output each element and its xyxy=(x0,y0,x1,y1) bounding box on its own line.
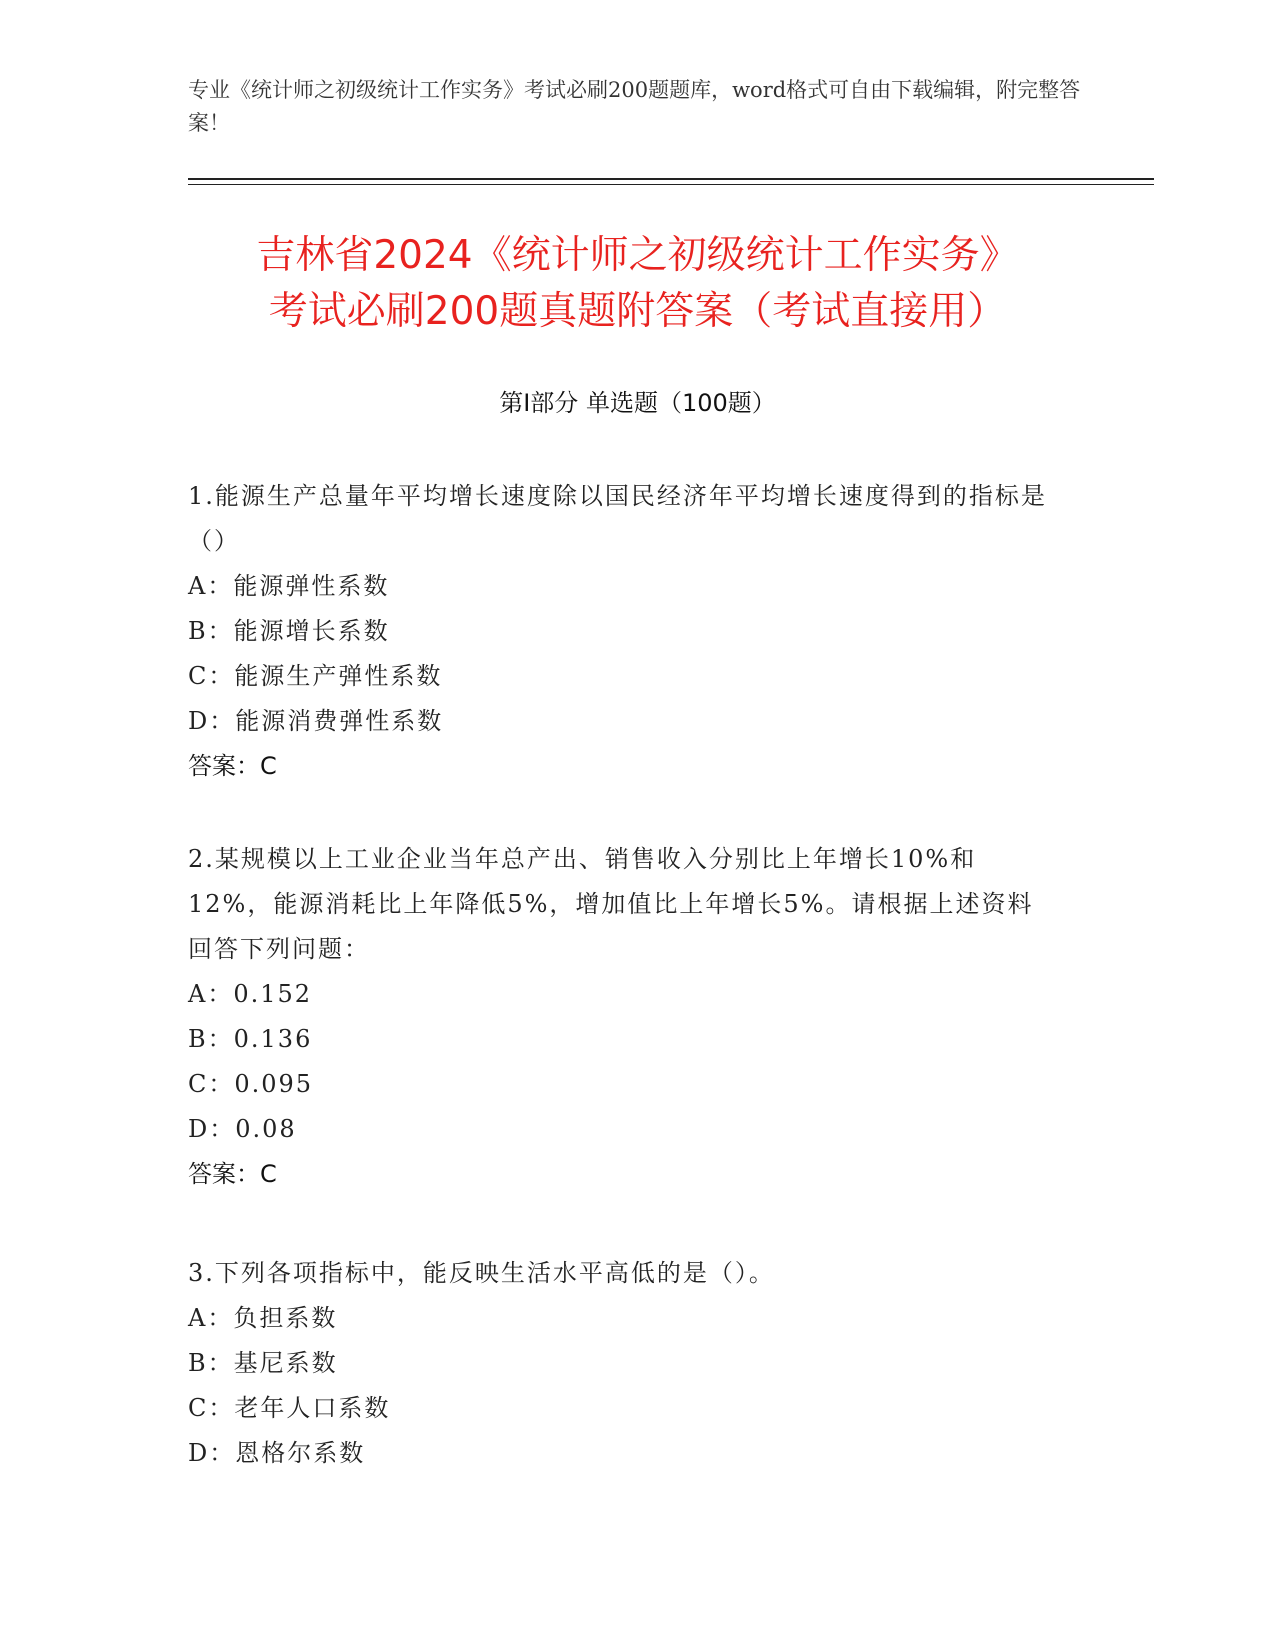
document-title-line-2: 考试必刷200题真题附答案（考试直接用） xyxy=(268,289,1007,334)
header-rule-thin xyxy=(188,184,1154,185)
question-1 xyxy=(188,474,1048,789)
question-3 xyxy=(188,1251,1048,1476)
option-b: B：0.136 xyxy=(188,1025,313,1053)
option-c: C：能源生产弹性系数 xyxy=(188,662,443,690)
option-a: A：0.152 xyxy=(188,980,313,1008)
question-2 xyxy=(188,837,1048,1197)
option-d: D：恩格尔系数 xyxy=(188,1439,366,1467)
question-stem: 3.下列各项指标中，能反映生活水平高低的是（）。 xyxy=(188,1259,775,1287)
option-d: D：0.08 xyxy=(188,1115,297,1143)
answer: 答案：C xyxy=(188,1160,277,1188)
option-a: A：能源弹性系数 xyxy=(188,572,390,600)
header-note: 专业《统计师之初级统计工作实务》考试必刷200题题库，word格式可自由下载编辑，附完整答案！ xyxy=(188,78,1081,135)
option-b: B：能源增长系数 xyxy=(188,617,390,645)
document-title-line-1: 吉林省2024《统计师之初级统计工作实务》 xyxy=(256,233,1019,278)
question-stem: 2.某规模以上工业企业当年总产出、销售收入分别比上年增长10%和12%，能源消耗比上年降低5%，增加值比上年增长5%。请根据上述资料回答下列问题： xyxy=(188,845,1034,963)
option-c: C：0.095 xyxy=(188,1070,314,1098)
question-stem: 1.能源生产总量年平均增长速度除以国民经济年平均增长速度得到的指标是（） xyxy=(188,482,1047,555)
section-title: 第Ⅰ部分 单选题（100题） xyxy=(499,389,776,417)
option-c: C：老年人口系数 xyxy=(188,1394,391,1422)
header-rule-thick xyxy=(188,178,1154,180)
document-title xyxy=(120,228,1155,340)
answer: 答案：C xyxy=(188,752,277,780)
option-b: B：基尼系数 xyxy=(188,1349,338,1377)
option-d: D：能源消费弹性系数 xyxy=(188,707,444,735)
option-a: A：负担系数 xyxy=(188,1304,338,1332)
